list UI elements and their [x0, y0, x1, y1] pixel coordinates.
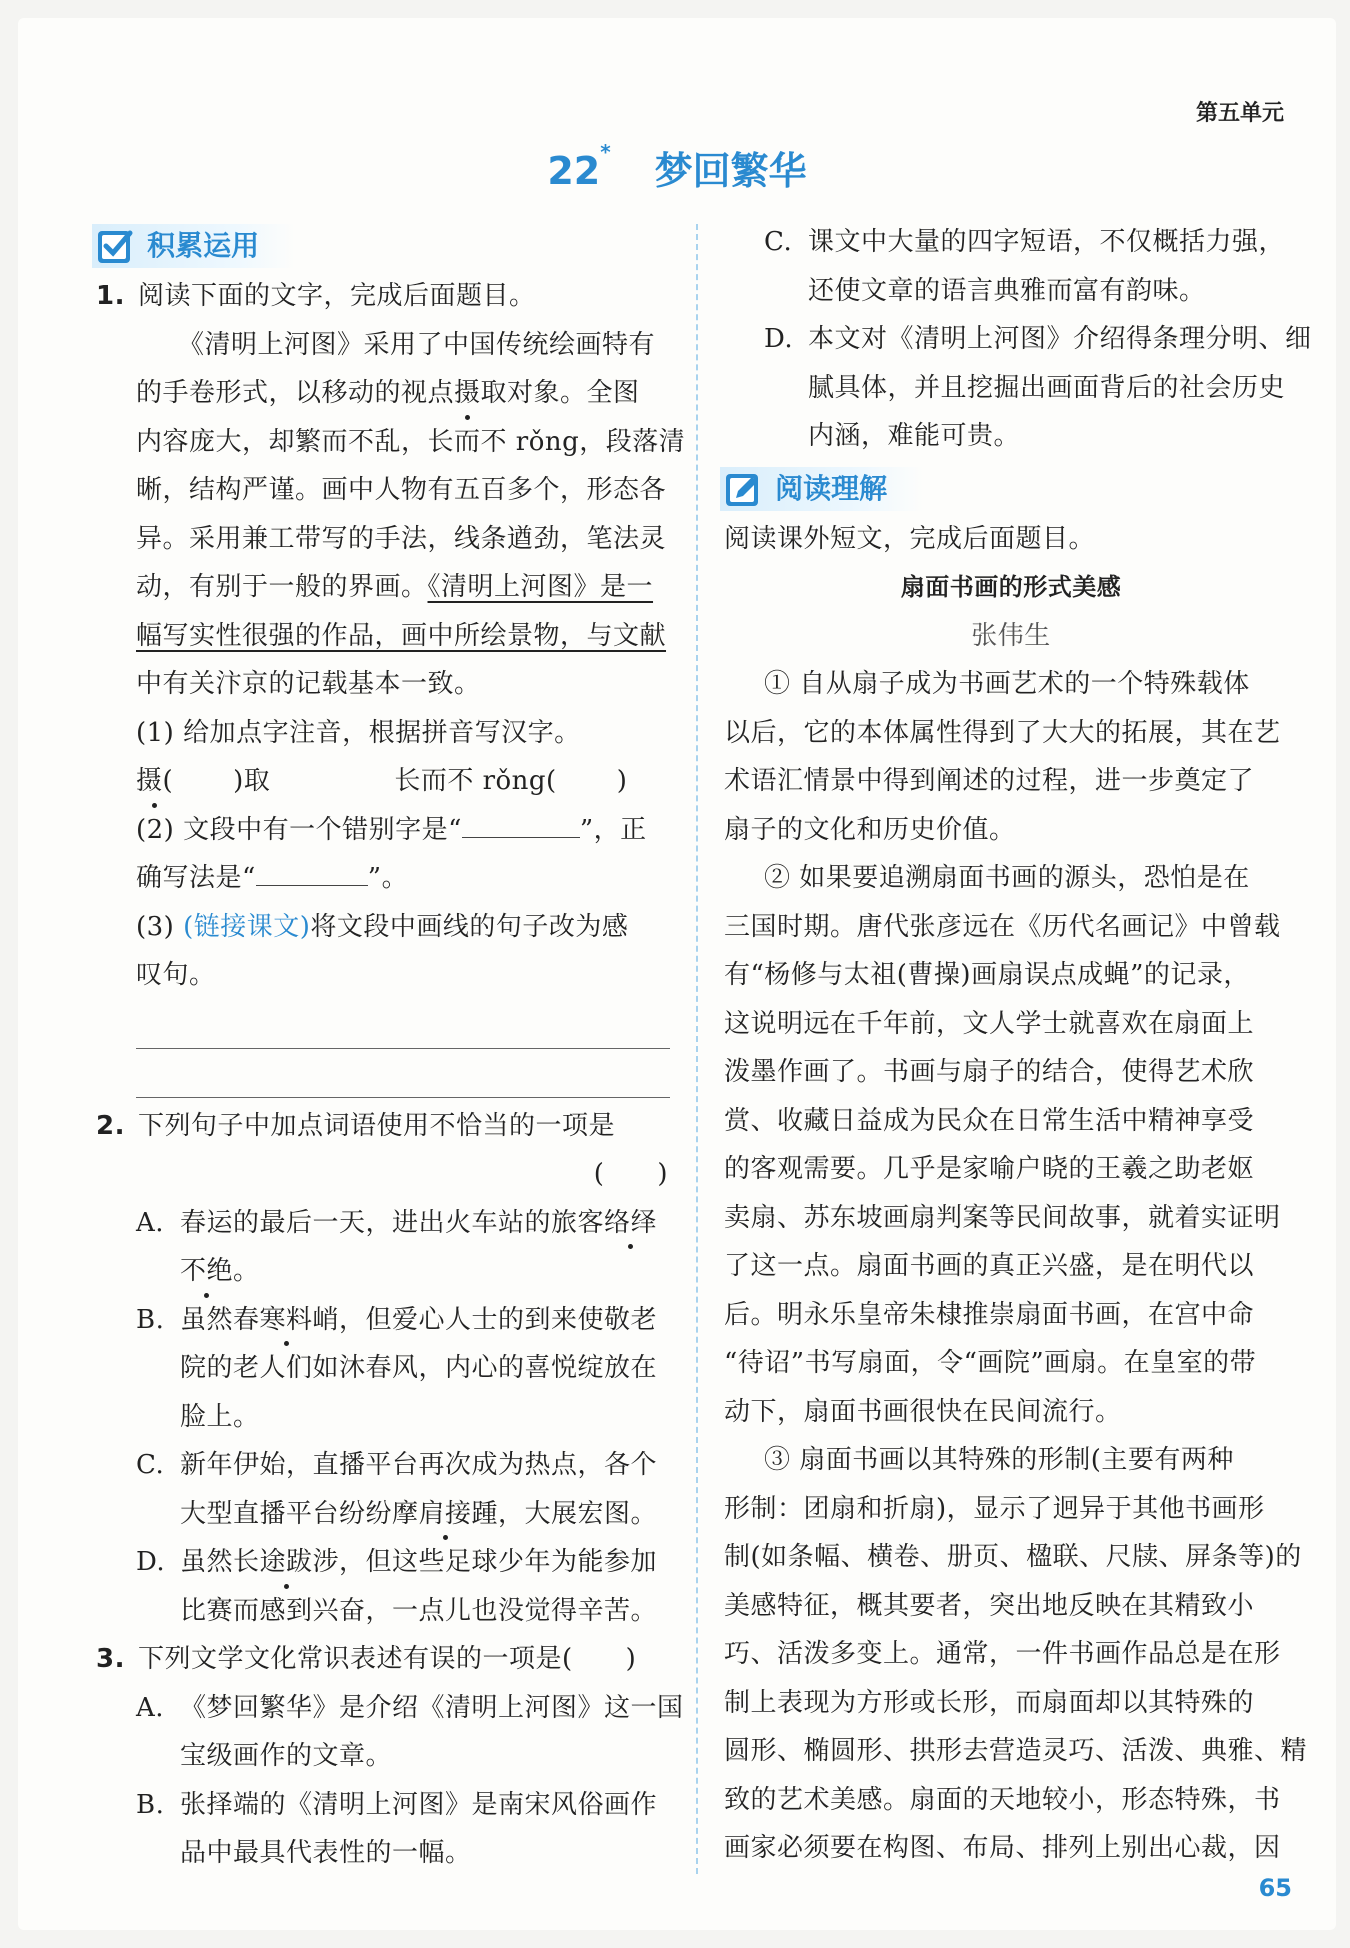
article-author: 张伟生 — [971, 620, 1051, 651]
article-line: 扇子的文化和历史价值。 — [724, 814, 1016, 845]
answer-line[interactable] — [136, 1049, 670, 1098]
option-d[interactable]: D. 本文对《清明上河图》介绍得条理分明、细 — [764, 324, 1312, 354]
option-a[interactable]: A. 《梦回繁华》是介绍《清明上河图》这一国 — [136, 1692, 684, 1723]
sub-question-3-cont: 叹句。 — [136, 960, 216, 990]
article-line: 巧、活泼多变上。通常，一件书画作品总是在形 — [724, 1639, 1281, 1669]
article-line: 的客观需要。几乎是家喻户晓的王羲之助老妪 — [724, 1154, 1255, 1184]
article-line: 形制：团扇和折扇)，显示了迥异于其他书画形 — [724, 1493, 1265, 1524]
article-line: 制上表现为方形或长形，而扇面却以其特殊的 — [724, 1687, 1255, 1718]
article-line: 制(如条幅、横卷、册页、楹联、尺牍、屏条等)的 — [724, 1542, 1302, 1572]
article-line: 赏、收藏日益成为民众在日常生活中精神享受 — [724, 1105, 1255, 1136]
option-b[interactable]: B. 虽然春寒料峭，但爱心人士的到来使敬老 — [96, 1296, 670, 1345]
option-a-cont: 宝级画作的文章。 — [180, 1741, 393, 1771]
option-c-cont: 还使文章的语言典雅而富有韵味。 — [808, 275, 1206, 306]
passage-line: 的手卷形式，以移动的视点摄取对象。全图 — [96, 369, 670, 418]
article-line: 这说明远在千年前，文人学士就喜欢在扇面上 — [724, 1008, 1255, 1039]
option-d[interactable]: D. 虽然长途跋涉，但这些足球少年为能参加 — [96, 1538, 670, 1587]
lesson-number: 22* — [547, 140, 611, 193]
passage-line: 中有关汴京的记载基本一致。 — [136, 669, 481, 699]
lesson-title — [18, 140, 1336, 195]
answer-paren[interactable]: ( ) — [593, 1159, 668, 1189]
pinyin-row: 摄( )取 长而不 rǒng( ) — [96, 757, 670, 806]
option-d-cont: 比赛而感到兴奋，一点儿也没觉得辛苦。 — [180, 1595, 658, 1626]
dotted-char: 摄 — [454, 369, 481, 418]
passage-line: 异。采用兼工带写的手法，线条遒劲，笔法灵 — [136, 523, 667, 554]
unit-label: 第五单元 — [1195, 101, 1284, 126]
option-c-cont: 大型直播平台纷纷摩肩接踵，大展宏图。 — [96, 1490, 670, 1539]
sub-question-3: (3) (链接课文)将文段中画线的句子改为感 — [136, 911, 629, 942]
article-line: 以后，它的本体属性得到了大大的拓展，其在艺 — [724, 717, 1281, 748]
article-line: 了这一点。扇面书画的真正兴盛，是在明代以 — [724, 1251, 1255, 1281]
answer-line[interactable] — [136, 1000, 670, 1049]
article-line: 画家必须要在构图、布局、排列上别出心裁，因 — [724, 1833, 1281, 1863]
question-3-stem: 3. 下列文学文化常识表述有误的一项是( ) — [96, 1644, 637, 1674]
passage-line — [96, 612, 670, 661]
answer-blank[interactable] — [462, 811, 580, 838]
article-line: 有“杨修与太祖(曹操)画扇误点成蝇”的记录， — [724, 960, 1250, 990]
sub-question-1: (1) 给加点字注音，根据拼音写汉字。 — [136, 717, 581, 748]
question-1-stem: 1. 阅读下面的文字，完成后面题目。 — [96, 281, 536, 311]
option-a-cont: 不绝。 — [96, 1247, 670, 1296]
sub-question-2-cont: 确写法是“ ”。 — [96, 854, 670, 903]
passage-line: 晰，结构严谨。画中人物有五百多个，形态各 — [136, 475, 667, 505]
option-b-cont: 院的老人们如沐春风，内心的喜悦绽放在 — [180, 1353, 658, 1383]
article-line: ① 自从扇子成为书画艺术的一个特殊载体 — [764, 669, 1250, 699]
dotted-char: 摄( — [136, 757, 173, 806]
underlined-sentence: 幅写实性很强的作品，画中所绘景物，与文献 — [136, 620, 667, 651]
section-label: 阅读理解 — [775, 471, 888, 505]
article-line: 美感特征，概其要者，突出地反映在其精致小 — [724, 1590, 1255, 1621]
link-lesson-tag: (链接课文) — [183, 911, 311, 942]
option-a[interactable]: A. 春运的最后一天，进出火车站的旅客络绎 — [96, 1199, 670, 1248]
option-c[interactable]: C. 课文中大量的四字短语，不仅概括力强， — [764, 227, 1286, 257]
article-line: 三国时期。唐代张彦远在《历代名画记》中曾载 — [724, 911, 1281, 942]
section-reading — [720, 467, 923, 511]
column-divider — [696, 224, 698, 1874]
passage-line: 动，有别于一般的界画。《清明上河图》是一 — [136, 572, 654, 602]
article-line: ③ 扇面书画以其特殊的形制(主要有两种 — [764, 1445, 1234, 1475]
article-line: 圆形、椭圆形、拱形去营造灵巧、活泼、典雅、精 — [724, 1736, 1308, 1766]
option-b[interactable]: B. 张择端的《清明上河图》是南宋风俗画作 — [136, 1789, 658, 1820]
passage-line: 《清明上河图》采用了中国传统绘画特有 — [178, 329, 656, 360]
section-accumulation — [92, 224, 295, 268]
checkbox-icon — [96, 227, 134, 265]
page-number: 65 — [1258, 1874, 1292, 1902]
reading-instruction: 阅读课外短文，完成后面题目。 — [724, 523, 1096, 554]
answer-blank[interactable] — [256, 859, 368, 886]
article-line: 动下，扇面书画很快在民间流行。 — [724, 1396, 1122, 1427]
option-b-cont: 品中最具代表性的一幅。 — [180, 1838, 472, 1868]
workbook-page — [18, 18, 1336, 1930]
section-label: 积累运用 — [147, 229, 260, 262]
article-title: 扇面书画的形式美感 — [900, 573, 1122, 601]
pencil-note-icon — [724, 470, 762, 508]
option-b-cont: 脸上。 — [180, 1401, 260, 1432]
article-line: 后。明永乐皇帝朱棣推崇扇面书画，在宫中命 — [724, 1299, 1255, 1330]
option-c[interactable]: C. 新年伊始，直播平台再次成为热点，各个 — [136, 1450, 658, 1480]
article-line: ② 如果要追溯扇面书画的源头，恐怕是在 — [764, 863, 1250, 893]
passage-line: 内容庞大，却繁而不乱，长而不 rǒng，段落清 — [136, 426, 686, 457]
option-d-cont: 内涵，难能可贵。 — [808, 421, 1021, 451]
question-2-stem: 2. 下列句子中加点词语使用不恰当的一项是 — [96, 1110, 616, 1141]
article-line: “待诏”书写扇面，令“画院”画扇。在皇室的带 — [724, 1348, 1257, 1378]
article-line: 致的艺术美感。扇面的天地较小，形态特殊，书 — [724, 1784, 1281, 1815]
lesson-name: 梦回繁华 — [654, 149, 807, 193]
article-line: 术语汇情景中得到阐述的过程，进一步奠定了 — [724, 766, 1255, 796]
underlined-sentence: 《清明上河图》是一 — [427, 572, 654, 602]
article-line: 泼墨作画了。书画与扇子的结合，使得艺术欣 — [724, 1057, 1255, 1087]
option-d-cont: 腻具体，并且挖掘出画面背后的社会历史 — [808, 372, 1286, 403]
sub-question-2: (2) 文段中有一个错别字是“ ”，正 — [96, 806, 670, 855]
left-column — [96, 218, 686, 1878]
right-column — [724, 218, 1312, 1873]
article-line: 卖扇、苏东坡画扇判案等民间故事，就着实证明 — [724, 1202, 1281, 1233]
